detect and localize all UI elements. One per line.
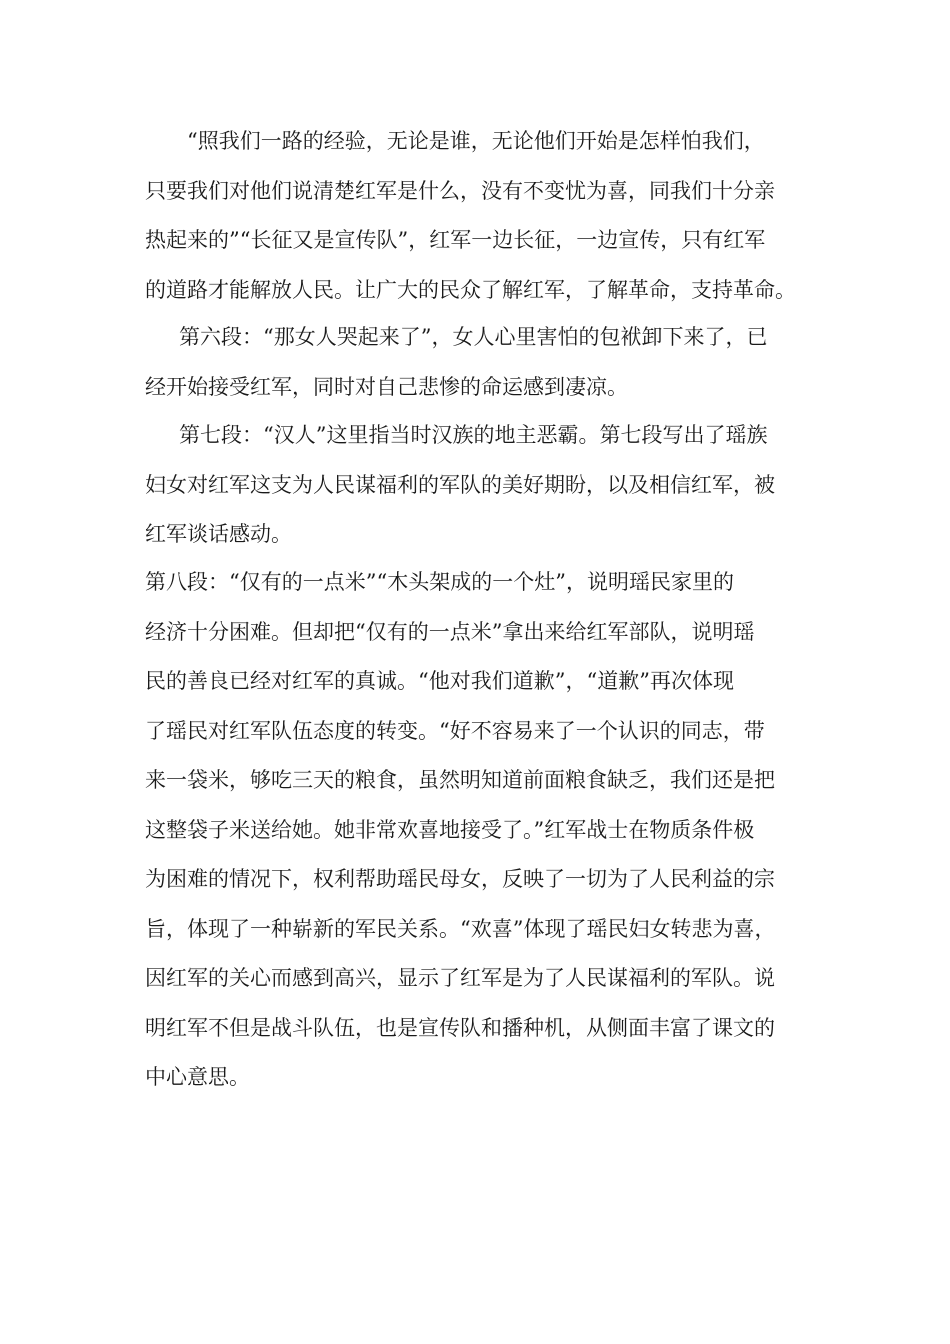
text-line: 经开始接受红军，同时对自己悲惨的命运感到凄凉。 <box>145 374 628 399</box>
text-line: 的道路才能解放人民。让广大的民众了解红军，了解革命，支持革命。 <box>145 277 796 302</box>
text-line <box>145 313 810 363</box>
text-line: 为困难的情况下，权利帮助瑶民母女，反映了一切为了人民利益的宗 <box>145 867 775 891</box>
text-line: 妇女对红军这支为人民谋福利的军队的美好期盼，以及相信红军，被 <box>145 472 775 497</box>
paragraph-section-6 <box>145 313 810 412</box>
text-line: 热起来的”“长征又是宣传队”，红军一边长征，一边宣传，只有红军 <box>145 228 766 252</box>
text-line-content: 第七段：“汉人”这里指当时汉族的地主恶霸。第七段写出了瑶族 <box>179 423 768 447</box>
text-line: 这整袋子米送给她。她非常欢喜地接受了。”红军战士在物质条件极 <box>145 817 755 842</box>
text-line: 第八段：“仅有的一点米”“木头架成的一个灶”，说明瑶民家里的 <box>145 570 734 594</box>
text-line-content: “照我们一路的经验，无论是谁，无论他们开始是怎样怕我们， <box>187 129 765 153</box>
paragraph-section-7 <box>145 411 810 560</box>
text-line: 只要我们对他们说清楚红军是什么，没有不变忧为喜，同我们十分亲 <box>145 178 775 203</box>
text-line: 明红军不但是战斗队伍，也是宣传队和播种机，从侧面丰富了课文的 <box>145 1015 775 1040</box>
text-line <box>145 411 810 461</box>
text-line: 旨，体现了一种崭新的军民关系。“欢喜”体现了瑶民妇女转悲为喜， <box>145 916 776 941</box>
text-line <box>145 117 810 167</box>
text-line-content: 第六段：“那女人哭起来了”，女人心里害怕的包袱卸下来了，已 <box>179 325 768 349</box>
text-line: 中心意思。 <box>145 1065 250 1089</box>
text-line: 了瑶民对红军队伍态度的转变。“好不容易来了一个认识的同志，带 <box>145 718 765 743</box>
paragraph-section-8 <box>145 558 810 1103</box>
text-line: 因红军的关心而感到高兴，显示了红军是为了人民谋福利的军队。说 <box>145 966 775 990</box>
text-line: 来一袋米，够吃三天的粮食，虽然明知道前面粮食缺乏，我们还是把 <box>145 768 775 792</box>
text-line: 红军谈话感动。 <box>145 522 292 546</box>
paragraph-quote <box>145 117 810 315</box>
text-line: 民的善良已经对红军的真诚。“他对我们道歉”，“道歉”再次体现 <box>145 669 734 693</box>
text-line: 经济十分困难。但却把“仅有的一点米”拿出来给红军部队，说明瑶 <box>145 619 755 644</box>
